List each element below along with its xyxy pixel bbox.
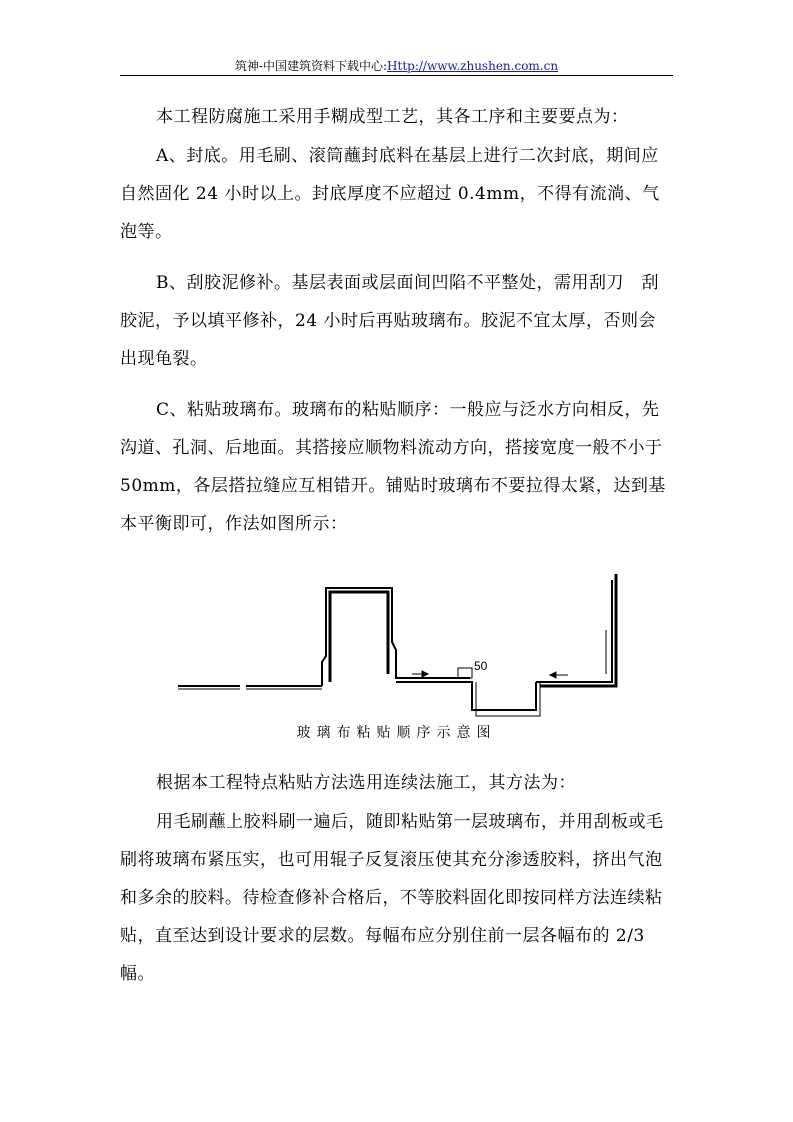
right-wall-outer <box>540 574 616 686</box>
header-divider <box>120 75 673 76</box>
overlap-box <box>458 668 472 678</box>
header-text: 筑神-中国建筑资料下载中心: <box>234 59 388 73</box>
diagram-caption: 玻璃布粘贴顺序示意图 <box>296 725 497 741</box>
paragraph-method: 用毛刷蘸上胶料刷一遍后，随即粘贴第一层玻璃布，并用刮板或毛刷将玻璃布紧压实，也可用辊子反复滚压使其充分渗透胶料，挤出气泡和多余的胶料。待检查修补合格后，不等胶料固化即按同样方法连续粘贴，直至达到设计要求的层数。每幅布应分别住前一层各幅布的 2/3 幅。 <box>120 812 664 984</box>
paragraph-a: A、封底。用毛刷、滚筒蘸封底料在基层上进行二次封底，期间应自然固化 24 小时以上。封底厚度不应超过 0.4mm，不得有流淌、气泡等。 <box>120 146 660 242</box>
platform-outline <box>322 588 470 686</box>
glass-cloth-diagram <box>170 570 640 720</box>
header-link[interactable]: Http://www.zhushen.com.cn <box>387 59 559 73</box>
overlap-width-label: 50 <box>474 659 488 673</box>
paragraph-intro: 本工程防腐施工采用手糊成型工艺，其各工序和主要要点为： <box>156 107 629 127</box>
platform-inner <box>330 592 388 682</box>
paragraph-b: B、刮胶泥修补。基层表面或层面间凹陷不平整处，需用刮刀 刮胶泥，予以填平修补，24 小时后再贴玻璃布。胶泥不宜太厚，否则会出现龟裂。 <box>120 273 659 369</box>
trench-inner <box>396 682 536 710</box>
paragraph-method-intro: 根据本工程特点粘贴方法选用连续法施工，其方法为： <box>156 773 576 793</box>
right-floor-wall <box>536 580 612 682</box>
page-header <box>120 56 673 76</box>
paragraph-c: C、粘贴玻璃布。玻璃布的粘贴顺序：一般应与泛水方向相反，先沟道、孔洞、后地面。其搭接应顺物料流动方向，搭接宽度一般不小于 50mm，各层搭拉缝应互相错开。铺贴时玻璃布不要拉得太紧，达到基本平衡即可，作法如图所示： <box>120 400 666 534</box>
